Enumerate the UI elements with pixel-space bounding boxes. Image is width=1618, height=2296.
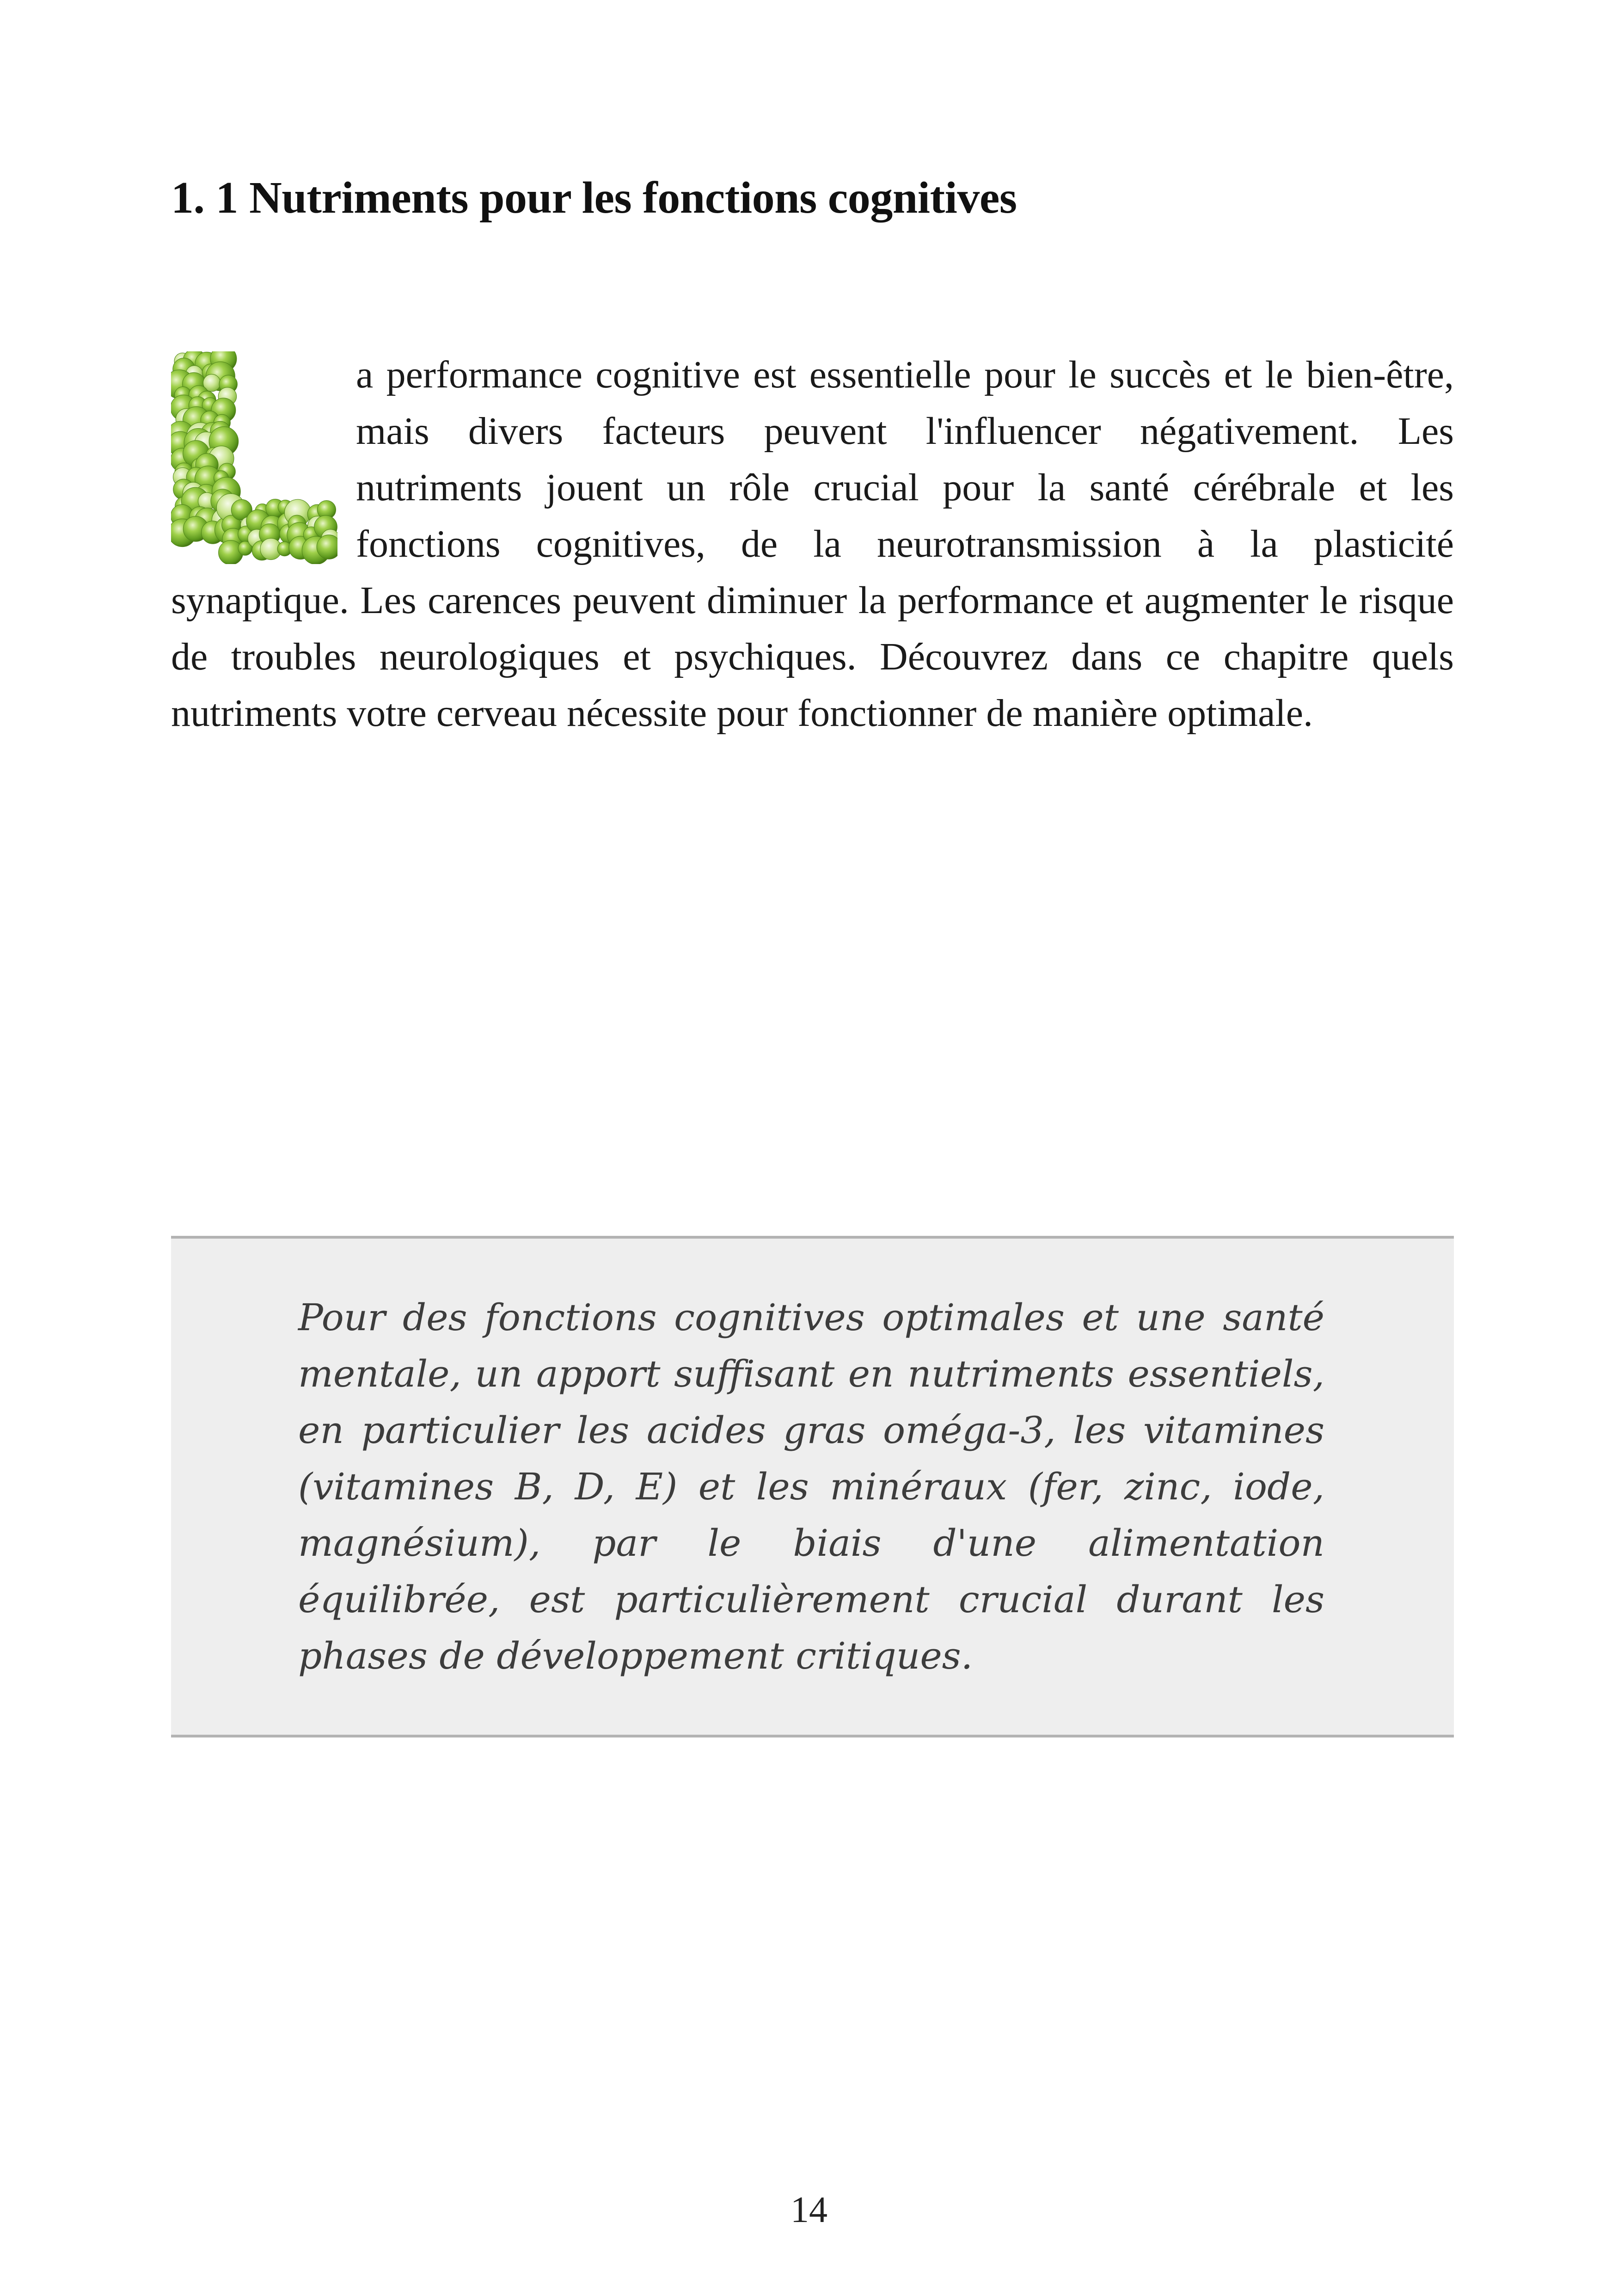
- callout-box: [171, 1236, 1454, 1737]
- page-number: 14: [791, 2190, 827, 2230]
- section-heading: 1. 1 Nutriments pour les fonctions cognitives: [171, 173, 1017, 223]
- callout-text: Pour des fonctions cognitives optimales et une santé mentale, un apport suffisant en nutriments essentiels, en particulier les acides gras oméga-3, les vitamines (vitamines B, D, E) et les minéraux (fer, zinc, iode, magnésium), par le biais d'une alimentation équilibrée, est particulièrement crucial durant les phases de développement critiques.: [298, 1296, 1324, 1677]
- drop-cap-letter-l-icon: [171, 351, 337, 564]
- intro-block: [171, 347, 1454, 742]
- intro-paragraph: a performance cognitive est essentielle pour le succès et le bien-être, mais divers facteurs peuvent l'influencer négativement. Les nutriments jouent un rôle crucial pour la santé cérébrale et les fonctions cognitives, de la neurotransmission à la plasticité synaptique. Les carences peuvent diminuer la performance et augmenter le risque de troubles neurologiques et psychiques. Découvrez dans ce chapitre quels nutriments votre cerveau nécessite pour fonctionner de manière optimale.: [171, 353, 1454, 735]
